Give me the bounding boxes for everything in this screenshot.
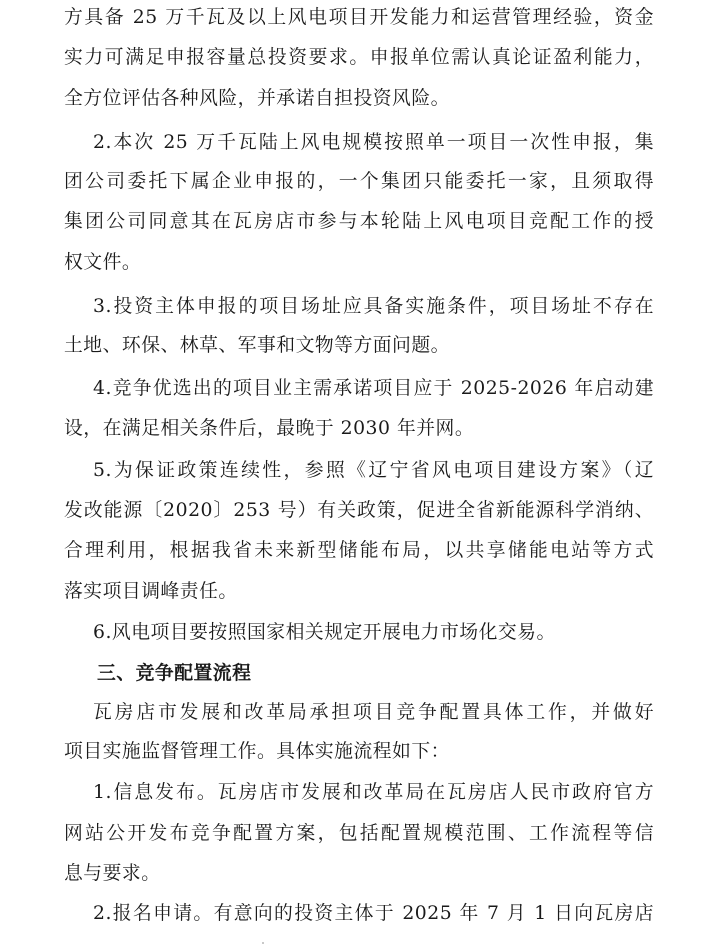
text-line: 实力可满足申报容量总投资要求。申报单位需认真论证盈利能力，: [64, 47, 654, 69]
text-line: 瓦房店市发展和改革局承担项目竞争配置具体工作，并做好: [93, 702, 654, 724]
text-line: 3.投资主体申报的项目场址应具备实施条件，项目场址不存在: [93, 295, 654, 317]
section-heading: 三、竞争配置流程: [97, 661, 252, 684]
text-line: 1.信息发布。瓦房店市发展和改革局在瓦房店人民市政府官方: [93, 782, 654, 804]
text-line: 2.本次 25 万千瓦陆上风电规模按照单一项目一次性申报，集: [93, 131, 654, 153]
text-line: 5.为保证政策连续性，参照《辽宁省风电项目建设方案》（辽: [93, 460, 654, 482]
text-line: 设，在满足相关条件后，最晚于 2030 年并网。: [64, 418, 475, 440]
text-line: 合理利用，根据我省未来新型储能布局，以共享储能电站等方式: [64, 540, 654, 562]
text-line: 发改能源〔2020〕253 号）有关政策，促进全省新能源科学消纳、: [64, 500, 654, 522]
text-line: 项目实施监督管理工作。具体实施流程如下：: [64, 741, 450, 763]
text-line: 集团公司同意其在瓦房店市参与本轮陆上风电项目竞配工作的授: [64, 211, 654, 233]
text-line: 全方位评估各种风险，并承诺自担投资风险。: [64, 88, 450, 110]
text-line: 方具备 25 万千瓦及以上风电项目开发能力和运营管理经验，资金: [64, 7, 654, 28]
scan-speck: [262, 942, 264, 944]
text-line: 息与要求。: [64, 862, 161, 884]
text-line: 团公司委托下属企业申报的，一个集团只能委托一家，且须取得: [64, 171, 654, 193]
text-line: 2.报名申请。有意向的投资主体于 2025 年 7 月 1 日向瓦房店: [93, 903, 654, 924]
text-line: 6.风电项目要按照国家相关规定开展电力市场化交易。: [93, 621, 556, 643]
text-line: 权文件。: [64, 251, 142, 273]
text-line: 网站公开发布竞争配置方案，包括配置规模范围、工作流程等信: [64, 822, 654, 844]
text-line: 落实项目调峰责任。: [64, 580, 238, 602]
text-line: 土地、环保、林草、军事和文物等方面问题。: [64, 335, 450, 357]
text-line: 4.竞争优选出的项目业主需承诺项目应于 2025-2026 年启动建: [93, 377, 654, 399]
